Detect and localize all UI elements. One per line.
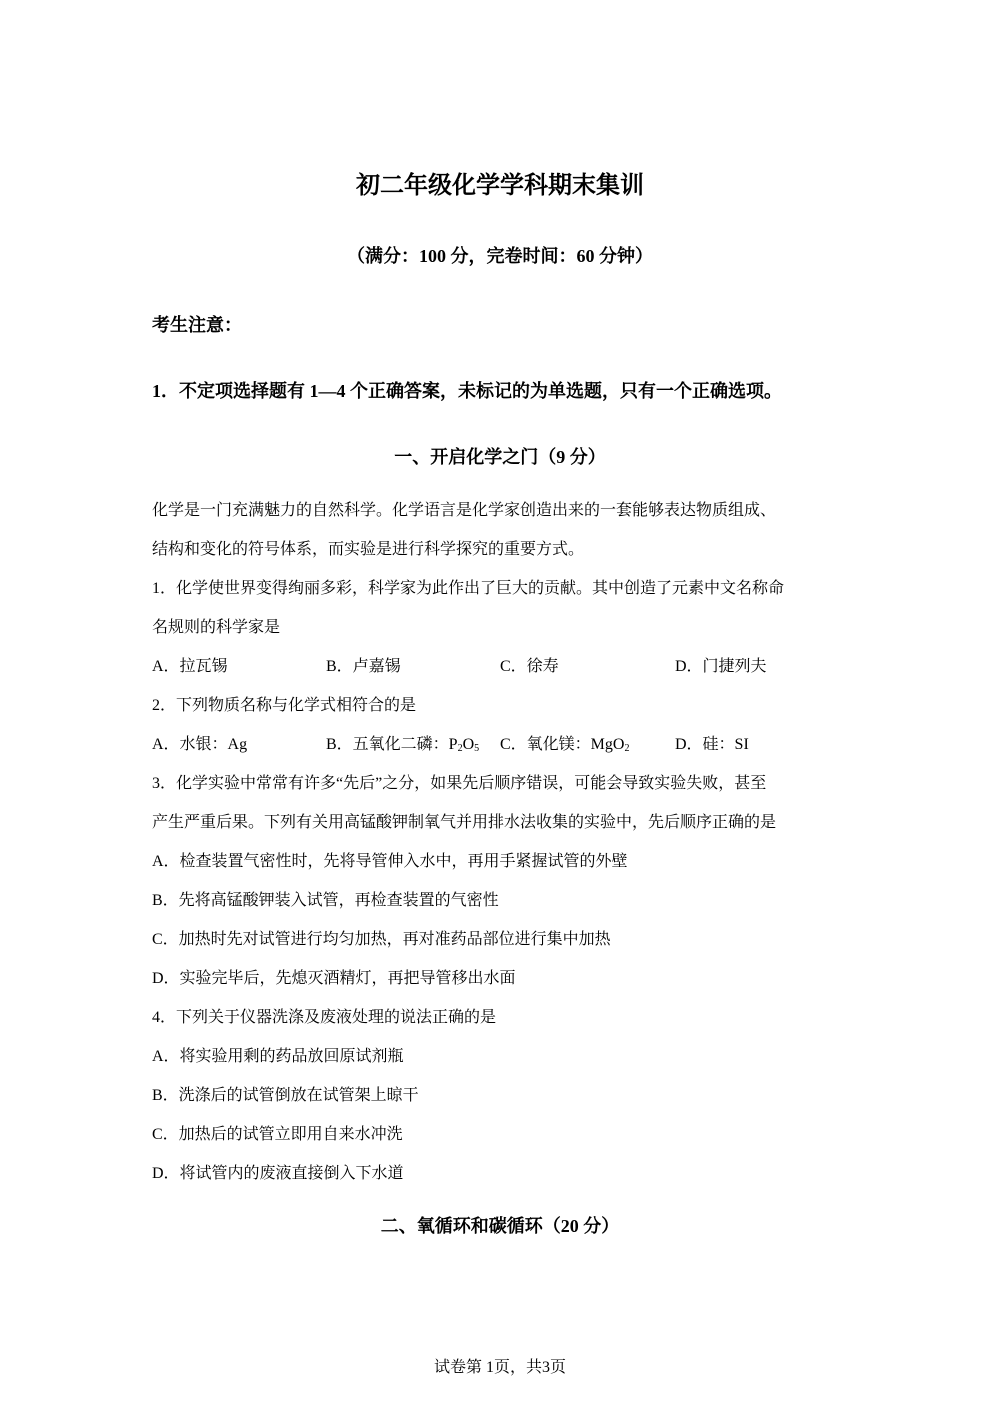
question-4-option-b: B．洗涤后的试管倒放在试管架上晾干 — [152, 1087, 419, 1104]
question-2-option-c — [500, 732, 629, 758]
section-1-intro-line-1: 化学是一门充满魅力的自然科学。化学语言是化学家创造出来的一套能够表达物质组成、 — [152, 502, 777, 519]
question-3-stem-line-1: 3．化学实验中常常有许多“先后”之分，如果先后顺序错误，可能会导致实验失败，甚至 — [152, 775, 767, 792]
page-subtitle: （满分：100 分，完卷时间：60 分钟） — [347, 246, 653, 266]
question-3-stem-line-2: 产生严重后果。下列有关用高锰酸钾制氧气并用排水法收集的实验中，先后顺序正确的是 — [152, 814, 777, 831]
question-1-stem-line-2: 名规则的科学家是 — [152, 619, 281, 636]
question-2-option-c-subscript: 2 — [624, 743, 630, 754]
section-1-intro-line-2: 结构和变化的符号体系，而实验是进行科学探究的重要方式。 — [152, 541, 585, 558]
question-3-option-b: B．先将高锰酸钾装入试管，再检查装置的气密性 — [152, 892, 499, 909]
question-4-option-d: D．将试管内的废液直接倒入下水道 — [152, 1165, 404, 1182]
question-2-option-b-middle: O — [462, 736, 475, 753]
question-2-option-a: A．水银：Ag — [152, 736, 248, 753]
question-2-option-d: D．硅：SI — [675, 736, 749, 753]
notice-heading: 考生注意： — [152, 315, 242, 335]
question-4-option-c: C．加热后的试管立即用自来水冲洗 — [152, 1126, 403, 1143]
page-title: 初二年级化学学科期末集训 — [356, 173, 644, 199]
question-1-option-b: B．卢嘉锡 — [326, 658, 401, 675]
notice-item-1: 1．不定项选择题有 1—4 个正确答案，未标记的为单选题，只有一个正确选项。 — [152, 381, 782, 401]
question-1-stem-line-1: 1．化学使世界变得绚丽多彩，科学家为此作出了巨大的贡献。其中创造了元素中文名称命 — [152, 580, 785, 597]
question-2-option-b-subscript-2: 5 — [474, 743, 480, 754]
question-1-option-a: A．拉瓦锡 — [152, 658, 228, 675]
section-2-title: 二、氧循环和碳循环（20 分） — [380, 1216, 620, 1236]
page-footer: 试卷第 1页，共3页 — [433, 1359, 566, 1376]
question-2-option-c-prefix: C．氧化镁：MgO — [500, 736, 625, 753]
question-2-option-b-prefix: B．五氧化二磷：P — [326, 736, 458, 753]
section-1-title: 一、开启化学之门（9 分） — [394, 447, 606, 467]
question-2-option-b — [326, 732, 479, 758]
question-3-option-a: A．检查装置气密性时，先将导管伸入水中，再用手紧握试管的外壁 — [152, 853, 628, 870]
question-2-stem: 2．下列物质名称与化学式相符合的是 — [152, 697, 417, 714]
question-1-option-d: D．门捷列夫 — [675, 658, 767, 675]
question-2-option-b-subscript-1: 2 — [457, 743, 463, 754]
question-1-option-c: C．徐寿 — [500, 658, 559, 675]
question-3-option-d: D．实验完毕后，先熄灭酒精灯，再把导管移出水面 — [152, 970, 516, 987]
question-4-stem: 4．下列关于仪器洗涤及废液处理的说法正确的是 — [152, 1009, 497, 1026]
question-4-option-a: A．将实验用剩的药品放回原试剂瓶 — [152, 1048, 404, 1065]
question-3-option-c: C．加热时先对试管进行均匀加热，再对准药品部位进行集中加热 — [152, 931, 611, 948]
